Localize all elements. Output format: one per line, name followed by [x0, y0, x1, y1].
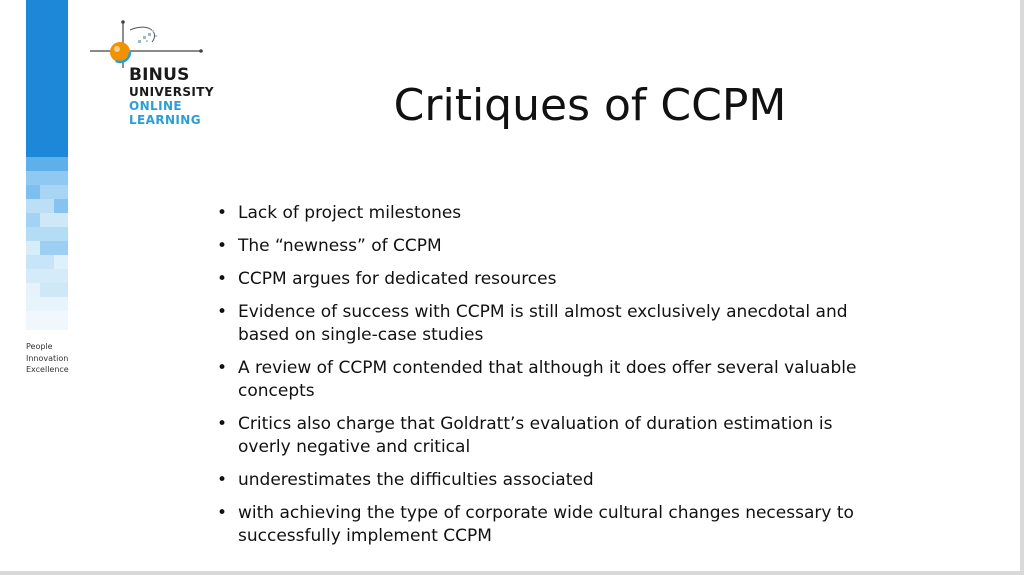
tagline-people: People: [26, 342, 53, 351]
logo-binus: BINUS: [129, 65, 190, 85]
window-edge-bottom: [0, 571, 1024, 575]
bullet-dot-icon: •: [217, 358, 228, 378]
bullet-item: [217, 357, 887, 403]
bullet-item: [217, 268, 887, 291]
binus-emblem-icon: [88, 18, 228, 68]
bullet-dot-icon: •: [217, 302, 228, 322]
slide-title: Critiques of CCPM: [393, 80, 787, 131]
logo-university: UNIVERSITY: [129, 85, 214, 99]
bullet-text: Critics also charge that Goldratt’s evaluation of duration estimation is overly negative and critical: [238, 414, 833, 457]
tagline-excellence: Excellence: [26, 365, 69, 374]
bullet-dot-icon: •: [217, 414, 228, 434]
logo-text: [129, 66, 214, 127]
bullet-text: A review of CCPM contended that although it does offer several valuable concepts: [238, 358, 857, 401]
bullet-text: Evidence of success with CCPM is still almost exclusively anecdotal and based on single-case studies: [238, 302, 848, 345]
bullet-item: [217, 235, 887, 258]
bullet-item: [217, 469, 887, 492]
bullet-text: The “newness” of CCPM: [238, 236, 442, 256]
bullet-list: [217, 202, 887, 558]
window-edge-right: [1020, 0, 1024, 575]
bullet-dot-icon: •: [217, 236, 228, 256]
tagline: [26, 341, 69, 376]
tagline-innovation: Innovation: [26, 353, 69, 363]
decorative-side-strip: [26, 0, 68, 330]
logo-learning: LEARNING: [129, 113, 201, 127]
bullet-item: [217, 413, 887, 459]
binus-logo: [88, 18, 228, 136]
bullet-item: [217, 502, 887, 548]
bullet-dot-icon: •: [217, 503, 228, 523]
bullet-text: with achieving the type of corporate wide cultural changes necessary to successfully implement CCPM: [238, 503, 854, 546]
bullet-item: [217, 301, 887, 347]
bullet-item: [217, 202, 887, 225]
bullet-dot-icon: •: [217, 470, 228, 490]
bullet-text: Lack of project milestones: [238, 203, 462, 223]
bullet-dot-icon: •: [217, 203, 228, 223]
logo-online: ONLINE: [129, 99, 182, 113]
bullet-dot-icon: •: [217, 269, 228, 289]
bullet-text: underestimates the difficulties associated: [238, 470, 594, 490]
bullet-text: CCPM argues for dedicated resources: [238, 269, 557, 289]
